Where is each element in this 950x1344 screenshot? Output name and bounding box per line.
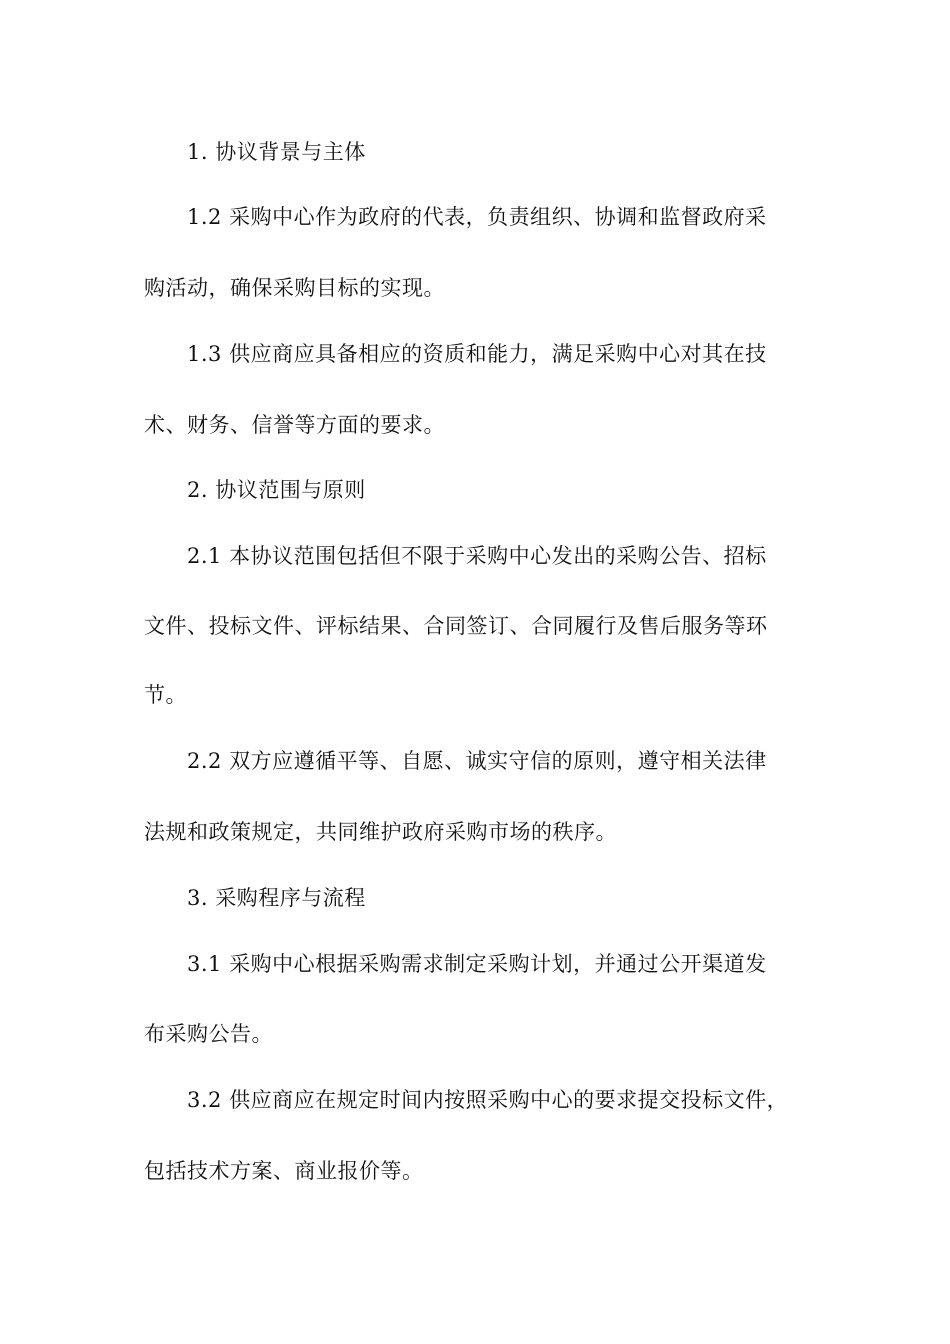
paragraph-3-1-line-2: 布采购公告。: [144, 1022, 273, 1046]
section-heading-1: 1. 协议背景与主体: [187, 140, 366, 164]
paragraph-3-1-line-1: 3.1 采购中心根据采购需求制定采购计划，并通过公开渠道发: [187, 952, 767, 976]
paragraph-2-1-line-1: 2.1 本协议范围包括但不限于采购中心发出的采购公告、招标: [187, 544, 767, 568]
paragraph-3-2-line-2: 包括技术方案、商业报价等。: [144, 1159, 424, 1183]
section-heading-3: 3. 采购程序与流程: [187, 886, 366, 910]
paragraph-1-2-line-1: 1.2 采购中心作为政府的代表，负责组织、协调和监督政府采: [187, 205, 767, 229]
paragraph-2-2-line-1: 2.2 双方应遵循平等、自愿、诚实守信的原则，遵守相关法律: [187, 749, 767, 773]
paragraph-1-2-line-2: 购活动，确保采购目标的实现。: [144, 276, 445, 300]
paragraph-3-2-line-1: 3.2 供应商应在规定时间内按照采购中心的要求提交投标文件，: [187, 1088, 789, 1112]
paragraph-2-2-line-2: 法规和政策规定，共同维护政府采购市场的秩序。: [144, 820, 617, 844]
paragraph-2-1-line-3: 节。: [144, 683, 187, 707]
paragraph-2-1-line-2: 文件、投标文件、评标结果、合同签订、合同履行及售后服务等环: [144, 614, 768, 638]
paragraph-1-3-line-1: 1.3 供应商应具备相应的资质和能力，满足采购中心对其在技: [187, 342, 767, 366]
section-heading-2: 2. 协议范围与原则: [187, 478, 366, 502]
paragraph-1-3-line-2: 术、财务、信誉等方面的要求。: [144, 413, 445, 437]
